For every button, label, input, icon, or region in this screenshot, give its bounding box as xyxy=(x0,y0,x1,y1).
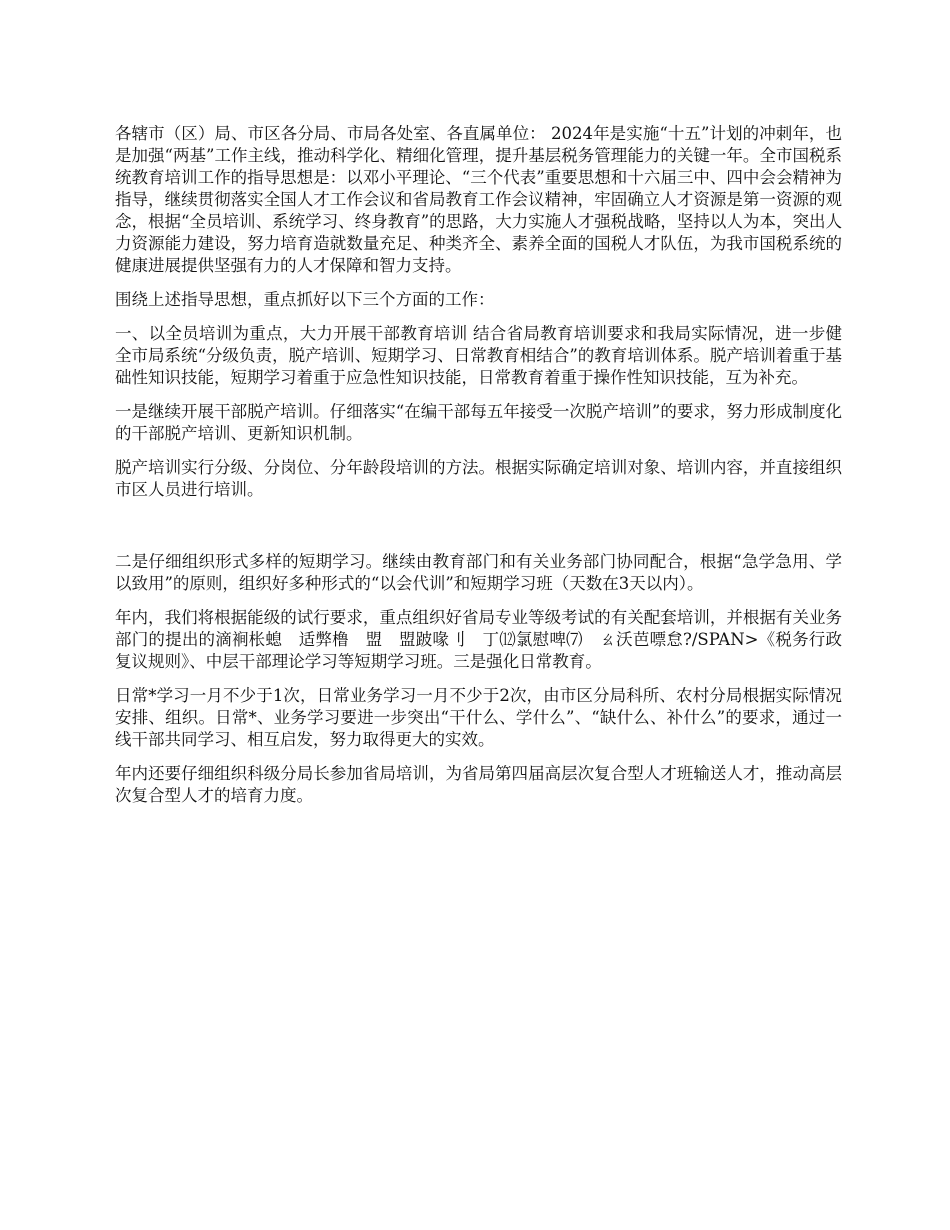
paragraph-section-one: 一、以全员培训为重点，大力开展干部教育培训 结合省局教育培训要求和我局实际情况，进一步健全市局系统“分级负责，脱产培训、短期学习、日常教育相结合”的教育培训体系。脱产培训着重于基础性知识技能，短期学习着重于应急性知识技能，日常教育着重于操作性知识技能，互为补充。 xyxy=(115,324,842,387)
paragraph-focus: 围绕上述指导思想，重点抓好以下三个方面的工作： xyxy=(115,290,495,309)
paragraph-offjob-training: 一是继续开展干部脱产培训。仔细落实“在编干部每五年接受一次脱产培训”的要求，努力形成制度化的干部脱产培训、更新知识机制。 xyxy=(115,402,842,443)
blank-gap xyxy=(115,513,842,551)
paragraph-yearly-plan: 年内，我们将根据能级的试行要求，重点组织好省局专业等级考试的有关配套培训，并根据有关业务部门的提出的滴裥枨螅 适弊橹 盟 盟跛喙刂 丁⑿氯慰啤⑺ ㄠ沃芭嘌怠?/SPAN>《税务行政复议规则》、中层干部理论学习等短期学习班。三是强化日常教育。 xyxy=(115,608,842,671)
paragraph-section-chief-training: 年内还要仔细组织科级分局长参加省局培训，为省局第四届高层次复合型人才班输送人才，推动高层次复合型人才的培育力度。 xyxy=(115,764,842,805)
paragraph-daily-study: 日常*学习一月不少于1次，日常业务学习一月不少于2次，由市区分局科所、农村分局根据实际情况安排、组织。日常*、业务学习要进一步突出“干什么、学什么”、“缺什么、补什么”的要求，通过一线干部共同学习、相互启发，努力取得更大的实效。 xyxy=(115,686,842,749)
paragraph-short-term-study: 二是仔细组织形式多样的短期学习。继续由教育部门和有关业务部门协同配合，根据“急学急用、学以致用”的原则，组织好多种形式的“以会代训”和短期学习班（天数在3天以内）。 xyxy=(115,552,842,593)
paragraph-intro: 各辖市（区）局、市区各分局、市局各处室、各直属单位： 2024年是实施“十五”计划的冲刺年，也是加强“两基”工作主线，推动科学化、精细化管理，提升基层税务管理能力的关键一年。全市国税系统教育培训工作的指导思想是：以邓小平理论、“三个代表”重要思想和十六届三中、四中会会精神为指导，继续贯彻落实全国人才工作会议和省局教育工作会议精神，牢固确立人才资源是第一资源的观念，根据“全员培训、系统学习、终身教育”的思路，大力实施人才强税战略，坚持以人为本，突出人力资源能力建设，努力培育造就数量充足、种类齐全、素养全面的国税人才队伍，为我市国税系统的健康进展提供坚强有力的人才保障和智力支持。 xyxy=(115,124,842,275)
document-page xyxy=(115,123,842,819)
paragraph-training-method: 脱产培训实行分级、分岗位、分年龄段培训的方法。根据实际确定培训对象、培训内容，并直接组织市区人员进行培训。 xyxy=(115,458,842,499)
